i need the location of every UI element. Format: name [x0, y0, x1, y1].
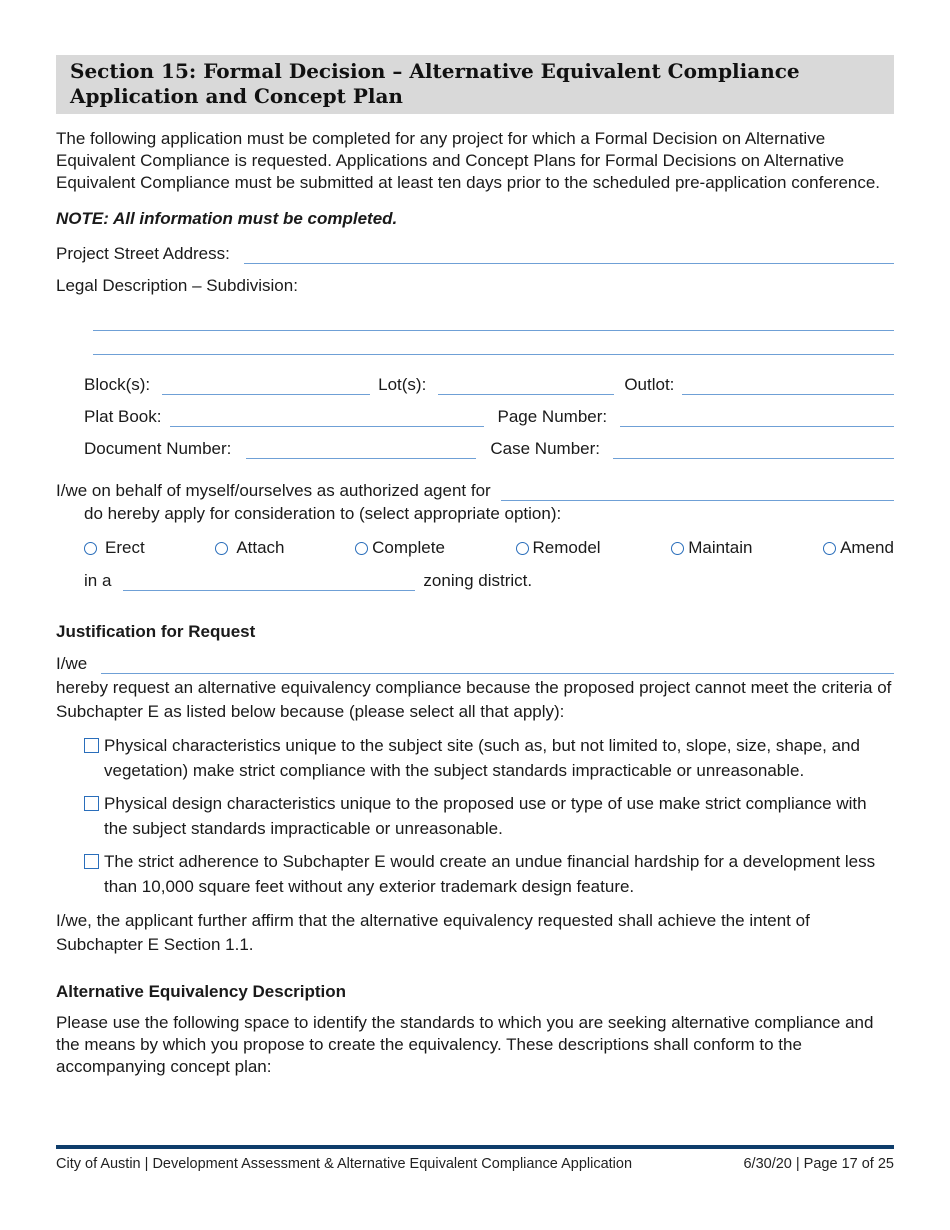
blocks-label: Block(s):: [84, 375, 151, 394]
lots-input[interactable]: [438, 378, 614, 395]
option-complete[interactable]: Complete: [355, 538, 445, 558]
zoning-suffix: zoning district.: [423, 571, 533, 590]
applicant-name-input[interactable]: [101, 657, 894, 674]
intro-paragraph: The following application must be completed for any project for which a Formal Decision on Alternative Equivalent Compliance is requested. Applications and Concept Plans for Formal Decisions on Alternative Equivalent Compliance must be submitted at least ten days prior to the scheduled pre-application conference.: [56, 129, 881, 192]
zoning-prefix: in a: [84, 571, 112, 590]
legal-description-label: Legal Description – Subdivision:: [56, 276, 298, 295]
street-address-input[interactable]: [244, 247, 894, 264]
document-number-input[interactable]: [246, 442, 476, 459]
legal-description-line-2[interactable]: [93, 353, 894, 355]
agent-input[interactable]: [501, 484, 894, 501]
justification-heading: Justification for Request: [56, 622, 256, 641]
radio-icon[interactable]: [215, 542, 228, 555]
legal-description-line-1[interactable]: [93, 329, 894, 331]
radio-icon[interactable]: [355, 542, 368, 555]
option-maintain[interactable]: Maintain: [671, 538, 752, 558]
justification-request-text: hereby request an alternative equivalency compliance because the proposed project cannot meet the criteria of Subchapter E as listed below because (please select all that apply):: [56, 678, 892, 721]
section-title-line2: Application and Concept Plan: [70, 84, 403, 108]
description-heading: Alternative Equivalency Description: [56, 982, 347, 1001]
radio-icon[interactable]: [823, 542, 836, 555]
option-amend[interactable]: Amend: [823, 538, 894, 558]
plat-book-input[interactable]: [170, 410, 484, 427]
application-page: [56, 55, 894, 1078]
footer-rule: [56, 1145, 894, 1149]
criterion-design: [56, 792, 894, 841]
street-address-label: Project Street Address:: [56, 244, 230, 263]
page-footer: [56, 1156, 894, 1172]
apply-text: do hereby apply for consideration to (select appropriate option):: [84, 504, 562, 523]
option-erect[interactable]: Erect: [84, 538, 145, 558]
document-number-label: Document Number:: [84, 439, 232, 458]
case-number-input[interactable]: [613, 442, 894, 459]
page-number-label: Page Number:: [497, 407, 608, 426]
blocks-input[interactable]: [162, 378, 370, 395]
criterion-hardship-text: The strict adherence to Subchapter E would create an undue financial hardship for a development less than 10,000 square feet without any exterior trademark design feature.: [104, 852, 876, 896]
checkbox-site-characteristics[interactable]: [84, 738, 99, 753]
checkbox-financial-hardship[interactable]: [84, 854, 99, 869]
agent-label: I/we on behalf of myself/ourselves as authorized agent for: [56, 481, 491, 500]
radio-icon[interactable]: [516, 542, 529, 555]
outlot-label: Outlot:: [624, 375, 675, 394]
option-attach[interactable]: Attach: [215, 538, 284, 558]
note-text: NOTE: All information must be completed.: [56, 209, 398, 228]
option-remodel[interactable]: Remodel: [516, 538, 601, 558]
criterion-site: [56, 734, 894, 783]
checkbox-design-characteristics[interactable]: [84, 796, 99, 811]
section-title: [56, 55, 894, 114]
footer-left: City of Austin | Development Assessment & Alternative Equivalent Compliance Application: [56, 1156, 633, 1172]
description-text: Please use the following space to identify the standards to which you are seeking alternative compliance and the means by which you propose to create the equivalency. These descriptions shall conform to the accompanying concept plan:: [56, 1013, 874, 1076]
zoning-district-input[interactable]: [123, 574, 415, 591]
plat-book-label: Plat Book:: [84, 407, 162, 426]
radio-icon[interactable]: [84, 542, 97, 555]
criterion-design-text: Physical design characteristics unique to the proposed use or type of use make strict compliance with the subject standards impracticable or unreasonable.: [104, 794, 867, 838]
criterion-hardship: [56, 850, 894, 899]
radio-icon[interactable]: [671, 542, 684, 555]
page-number-input[interactable]: [620, 410, 894, 427]
affirm-text: I/we, the applicant further affirm that the alternative equivalency requested shall achieve the intent of Subchapter E Section 1.1.: [56, 911, 810, 954]
footer-page-info: 6/30/20 | Page 17 of 25: [743, 1156, 894, 1172]
criterion-site-text: Physical characteristics unique to the subject site (such as, but not limited to, slope, size, shape, and vegetation) make strict compliance with the subject standards impracticable or unreasonable.: [104, 736, 860, 780]
outlot-input[interactable]: [682, 378, 894, 395]
iwe-label: I/we: [56, 654, 88, 673]
lots-label: Lot(s):: [378, 375, 427, 394]
section-title-line1: Section 15: Formal Decision – Alternative Equivalent Compliance: [70, 59, 800, 83]
action-options: [56, 537, 894, 559]
case-number-label: Case Number:: [490, 439, 600, 458]
